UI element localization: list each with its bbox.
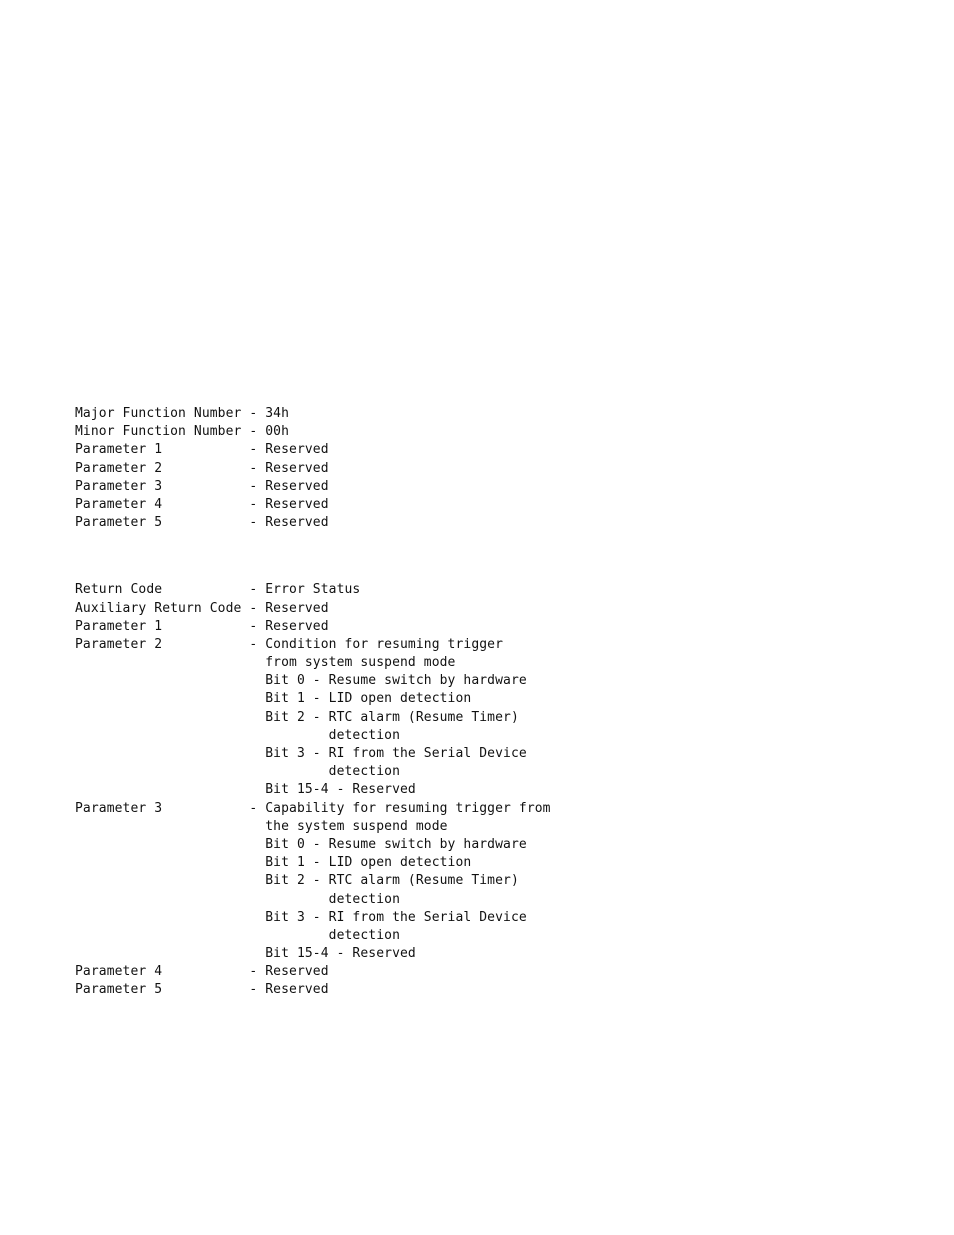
document-page xyxy=(75,405,935,1000)
output-line-p3-bit2-cont: detection xyxy=(75,891,400,907)
input-line-major-function: Major Function Number - 34h xyxy=(75,406,290,421)
output-line-return-code: Return Code - Error Status xyxy=(75,582,361,598)
output-line-p3-bit1: Bit 1 - LID open detection xyxy=(75,855,472,871)
output-line-p2-bit3: Bit 3 - RI from the Serial Device xyxy=(75,746,527,761)
output-line-p3-bit3: Bit 3 - RI from the Serial Device xyxy=(75,909,527,925)
output-line-p3-bit2: Bit 2 - RTC alarm (Resume Timer) xyxy=(75,873,519,889)
output-line-p3-bit15-4: Bit 15-4 - Reserved xyxy=(75,946,416,962)
output-line-p3-bit0: Bit 0 - Resume switch by hardware xyxy=(75,836,527,852)
output-line-parameter-4: Parameter 4 - Reserved xyxy=(75,964,329,980)
output-parameters-block xyxy=(75,581,935,999)
input-line-parameter-3: Parameter 3 - Reserved xyxy=(75,478,329,494)
output-line-p3-bit3-cont: detection xyxy=(75,927,400,943)
input-line-parameter-1: Parameter 1 - Reserved xyxy=(75,442,329,458)
section-gap xyxy=(75,557,935,582)
output-line-parameter-3-cont: the system suspend mode xyxy=(75,818,448,834)
input-line-parameter-4: Parameter 4 - Reserved xyxy=(75,496,329,512)
input-line-parameter-2: Parameter 2 - Reserved xyxy=(75,460,329,476)
output-line-p2-bit2-cont: detection xyxy=(75,727,400,743)
output-line-parameter-1: Parameter 1 - Reserved xyxy=(75,618,329,634)
output-line-parameter-5: Parameter 5 - Reserved xyxy=(75,982,329,998)
section-gap xyxy=(75,532,935,557)
output-line-p2-bit2: Bit 2 - RTC alarm (Resume Timer) xyxy=(75,709,519,725)
output-line-parameter-2: Parameter 2 - Condition for resuming trigger xyxy=(75,636,504,652)
input-parameters-block xyxy=(75,405,935,532)
output-line-parameter-3: Parameter 3 - Capability for resuming trigger from xyxy=(75,800,551,816)
output-line-p2-bit0: Bit 0 - Resume switch by hardware xyxy=(75,673,527,689)
output-line-p2-bit1: Bit 1 - LID open detection xyxy=(75,691,472,707)
output-line-p2-bit15-4: Bit 15-4 - Reserved xyxy=(75,782,416,798)
output-line-p2-bit3-cont: detection xyxy=(75,764,400,780)
input-line-minor-function: Minor Function Number - 00h xyxy=(75,424,290,440)
output-line-parameter-2-cont: from system suspend mode xyxy=(75,655,456,671)
output-line-aux-return-code: Auxiliary Return Code - Reserved xyxy=(75,600,329,616)
input-line-parameter-5: Parameter 5 - Reserved xyxy=(75,515,329,531)
